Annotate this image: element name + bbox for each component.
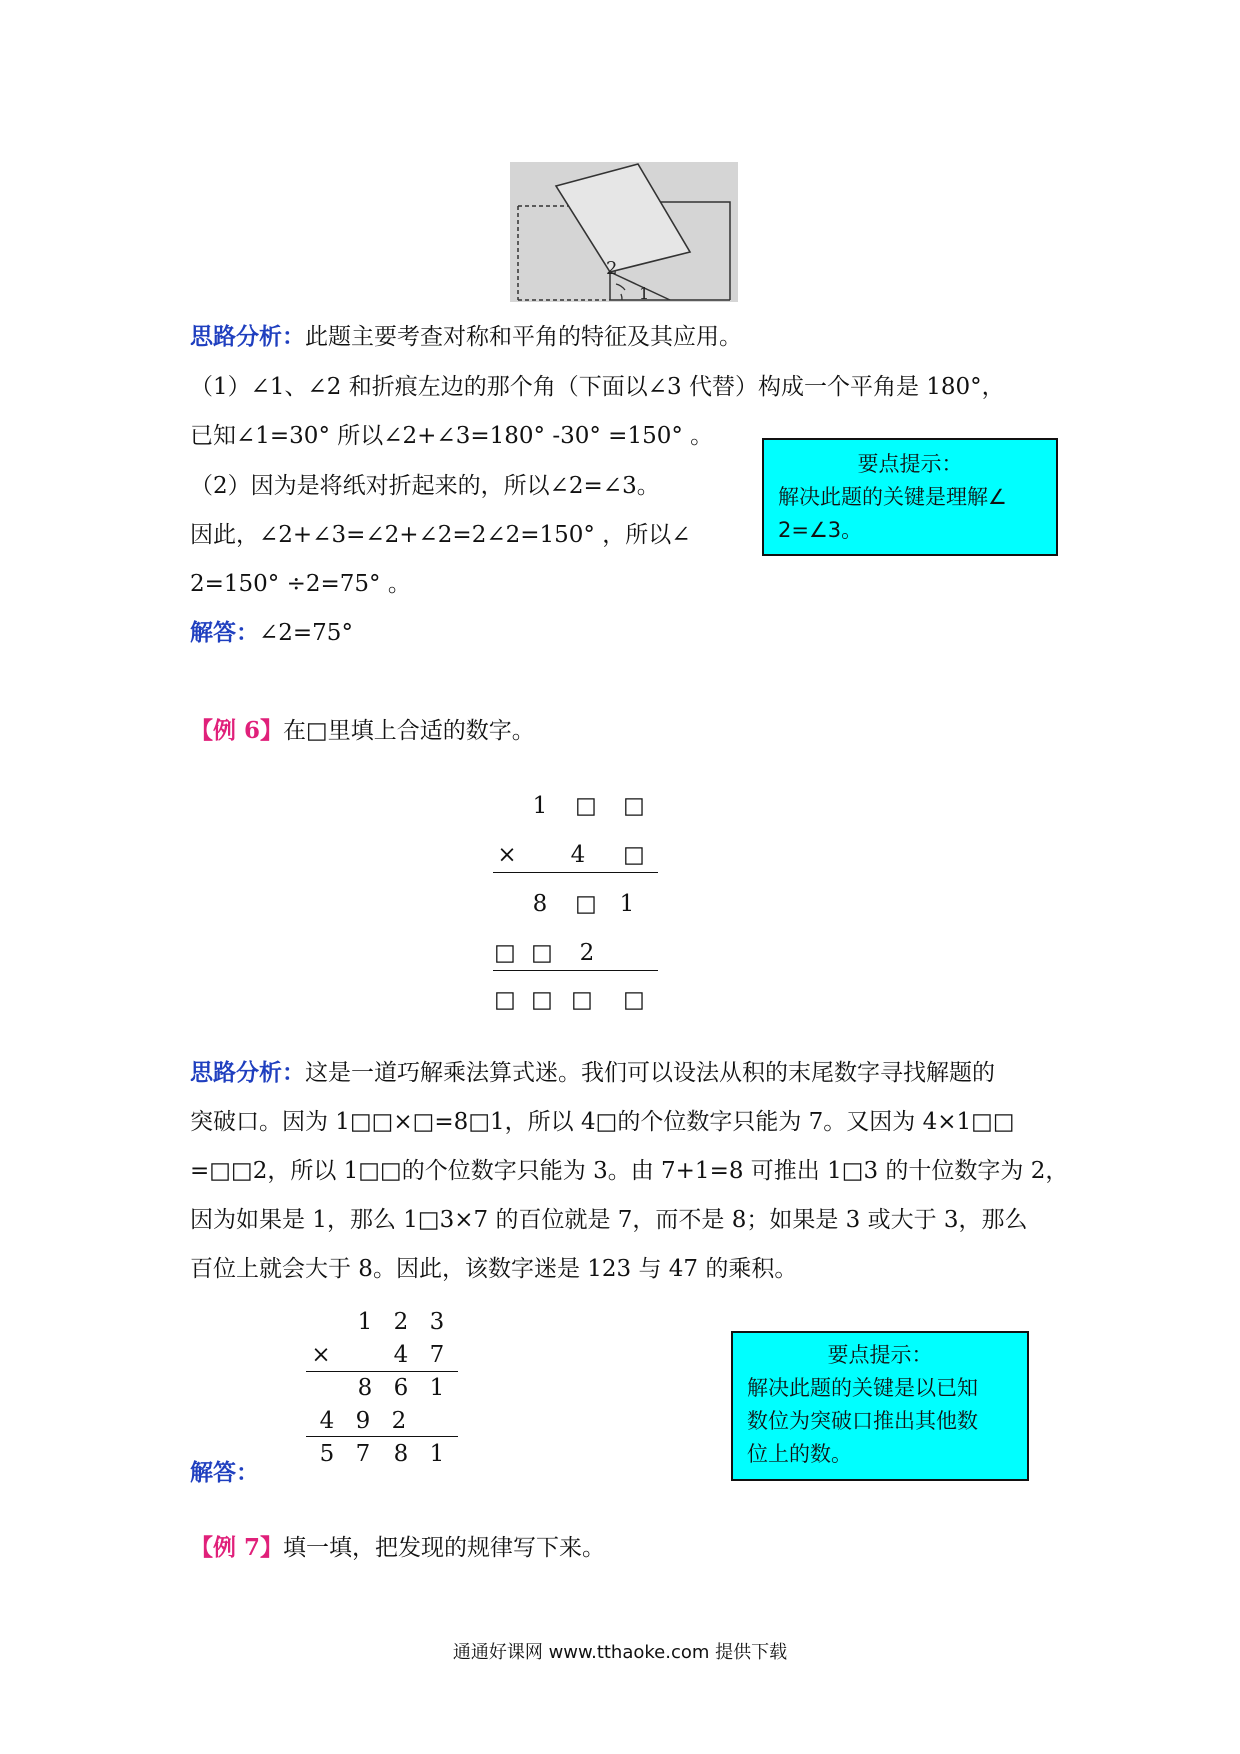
puzzle-box: □ — [575, 891, 597, 917]
puzzle-digit: 1 — [532, 793, 548, 819]
solution-digit: 2 — [391, 1408, 407, 1434]
tip2-title: 要点提示： — [827, 1343, 933, 1367]
analysis2-line: 突破口。因为 1□□×□=8□1，所以 4□的个位数字只能为 7。又因为 4×1□□ — [190, 1109, 1015, 1135]
tip-box-1 — [762, 438, 1058, 556]
puzzle-digit: 8 — [532, 891, 548, 917]
solution-rule-2 — [306, 1436, 458, 1437]
analysis1-line: 已知∠1=30° 所以∠2+∠3=180° -30° =150° 。 — [190, 423, 714, 449]
analysis1-line: 2=150° ÷2=75° 。 — [190, 571, 411, 597]
analysis1-header — [190, 322, 742, 352]
page-footer: 通通好课网 www.tthaoke.com 提供下载 — [452, 1642, 788, 1663]
analysis2-line: 这是一道巧解乘法算式迷。我们可以设法从积的末尾数字寻找解题的 — [305, 1060, 995, 1086]
puzzle-rule-2 — [493, 970, 658, 971]
puzzle-box: □ — [623, 987, 645, 1013]
solution-digit: 7 — [429, 1342, 445, 1368]
puzzle-box: □ — [494, 987, 516, 1013]
puzzle-box: □ — [531, 940, 553, 966]
puzzle-digit: 1 — [619, 891, 635, 917]
example6-text: 在□里填上合适的数字。 — [283, 718, 535, 744]
answer1-label: 解答： — [190, 619, 259, 646]
puzzle-box: □ — [571, 987, 593, 1013]
tip1-title: 要点提示： — [857, 452, 963, 476]
answer1 — [190, 618, 353, 648]
solution-digit: 1 — [429, 1441, 445, 1467]
puzzle-digit: 4 — [570, 842, 586, 868]
analysis2-header — [190, 1058, 995, 1088]
puzzle-box: □ — [494, 940, 516, 966]
analysis2-label: 思路分析： — [190, 1059, 305, 1086]
solution-digit: 3 — [429, 1309, 445, 1335]
angle-2-label: 2 — [606, 258, 618, 279]
example6-tag: 【例 6】 — [190, 717, 284, 744]
example7-tag: 【例 7】 — [190, 1534, 284, 1561]
times-sign: × — [497, 842, 517, 868]
analysis2-line: 百位上就会大于 8。因此，该数字迷是 123 与 47 的乘积。 — [190, 1256, 798, 1282]
solution-digit: 8 — [393, 1441, 409, 1467]
puzzle-box: □ — [623, 842, 645, 868]
solution-digit: 9 — [355, 1408, 371, 1434]
analysis1-line: 因此，∠2+∠3=∠2+∠2=2∠2=150° ，所以∠ — [190, 522, 691, 548]
tip2-line: 位上的数。 — [747, 1442, 852, 1466]
times-sign: × — [311, 1342, 331, 1368]
solution-rule-1 — [306, 1371, 458, 1372]
angle-1-label: 1 — [639, 284, 650, 302]
puzzle-box: □ — [623, 793, 645, 819]
analysis1-label: 思路分析： — [190, 323, 305, 350]
tip2-line: 数位为突破口推出其他数 — [747, 1409, 978, 1433]
example7-text: 填一填，把发现的规律写下来。 — [283, 1535, 606, 1561]
analysis1-text: 此题主要考查对称和平角的特征及其应用。 — [305, 324, 742, 350]
tip1-line: 解决此题的关键是理解∠ — [778, 485, 1007, 509]
tip-box-2 — [731, 1331, 1029, 1481]
solution-digit: 5 — [319, 1441, 335, 1467]
solution-digit: 7 — [355, 1441, 371, 1467]
example7-heading — [190, 1533, 605, 1563]
solution-digit: 1 — [429, 1375, 445, 1401]
analysis1-line: （1）∠1、∠2 和折痕左边的那个角（下面以∠3 代替）构成一个平角是 180°， — [190, 374, 1005, 400]
puzzle-box: □ — [531, 987, 553, 1013]
puzzle-box: □ — [575, 793, 597, 819]
analysis1-line: （2）因为是将纸对折起来的，所以∠2=∠3。 — [190, 473, 660, 499]
solution-digit: 4 — [393, 1342, 409, 1368]
folded-paper-diagram — [510, 162, 738, 302]
answer1-text: ∠2=75° — [259, 620, 353, 646]
analysis2-line: =□□2，所以 1□□的个位数字只能为 3。由 7+1=8 可推出 1□3 的十位数字为 2， — [190, 1158, 1069, 1184]
puzzle-rule-1 — [493, 872, 658, 873]
solution-digit: 1 — [357, 1309, 373, 1335]
puzzle-digit: 2 — [579, 940, 595, 966]
solution-digit: 2 — [393, 1309, 409, 1335]
solution-digit: 8 — [357, 1375, 373, 1401]
solution-digit: 6 — [393, 1375, 409, 1401]
tip2-line: 解决此题的关键是以已知 — [747, 1376, 978, 1400]
example6-heading — [190, 716, 535, 746]
folded-paper-figure — [510, 162, 738, 302]
tip1-line: 2=∠3。 — [778, 518, 863, 542]
answer2 — [190, 1458, 259, 1488]
analysis2-line: 因为如果是 1，那么 1□3×7 的百位就是 7，而不是 8；如果是 3 或大于 3，那么 — [190, 1207, 1028, 1233]
solution-digit: 4 — [319, 1408, 335, 1434]
answer2-label: 解答： — [190, 1459, 259, 1486]
